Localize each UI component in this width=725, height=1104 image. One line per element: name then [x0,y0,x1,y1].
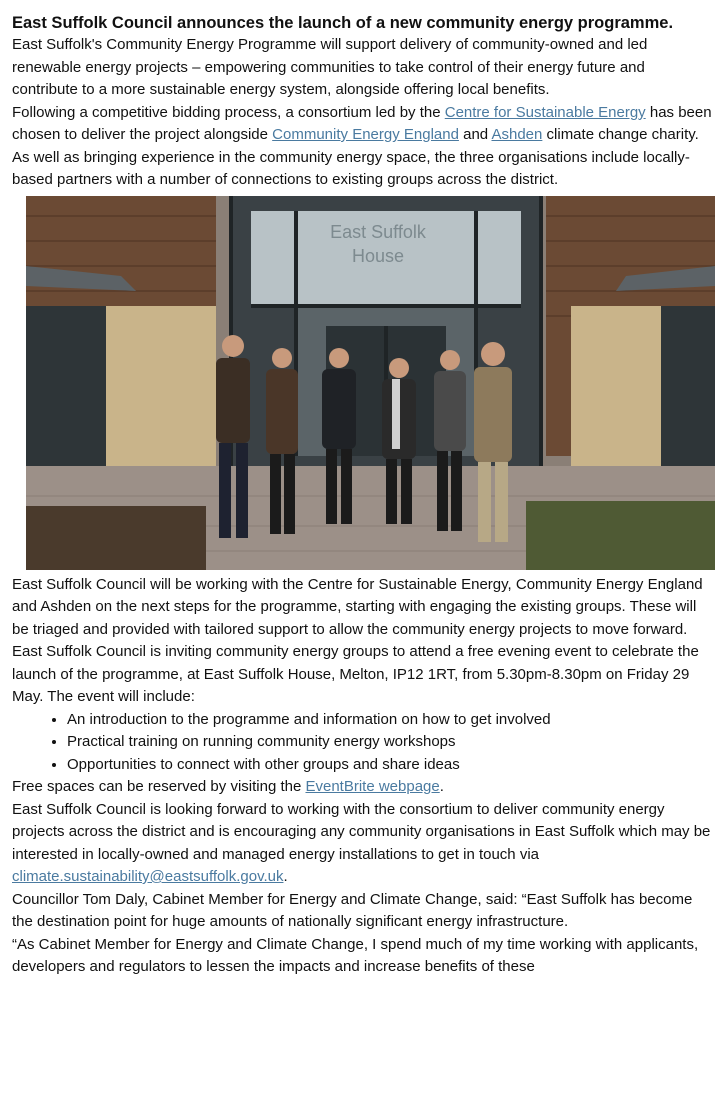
text-span: . [439,778,444,795]
text-span: Free spaces can be reserved by visiting the [12,778,306,795]
next-steps-paragraph: East Suffolk Council will be working with the Centre for Sustainable Energy, Community Energy England and Ashden on the next steps for the programme, starting with engaging the existing groups. These will be triaged and provided with tailored support to allow the community energy projects to move forward. [12,575,703,638]
building-sign-line1: East Suffolk [330,221,426,242]
cse-link[interactable]: Centre for Sustainable Energy [444,103,646,121]
cee-link[interactable]: Community Energy England [272,126,459,143]
document-page [0,12,725,1104]
text-span: and [458,126,492,143]
event-paragraph: East Suffolk Council is inviting community energy groups to attend a free evening event to celebrate the launch of the programme, at East Suffolk House, Melton, IP12 1RT, from 5.30pm-8.30pm on Friday 29 May. The event will include: [12,643,699,705]
text-span: . [283,868,288,885]
text-span: East Suffolk Council is looking forward to working with the consortium to deliver community energy projects across the district and is encouraging any community organisations in East Suffolk which may be interested in locally-owned and managed energy installations to get in touch via [12,800,711,863]
article-title: East Suffolk Council announces the launch of a new community energy programme. [12,14,674,32]
group-photo [26,196,715,570]
eventbrite-link[interactable]: EventBrite webpage [305,778,440,795]
text-span: climate change charity. [542,126,699,143]
consortium-paragraph [12,102,713,147]
ashden-link[interactable]: Ashden [491,126,543,143]
building-sign-line2: House [351,245,405,266]
quote-paragraph: Councillor Tom Daly, Cabinet Member for Energy and Climate Change, said: “East Suffolk has become the destination point for huge amounts of nationally significant energy infrastructure. [12,890,693,930]
quote-continued-paragraph: “As Cabinet Member for Energy and Climate Change, I spend much of my time working with applicants, developers and regulators to lessen the impacts and increase benefits of these [12,935,699,975]
list-item: • Opportunities to connect with other groups and share ideas [67,754,713,777]
intro-paragraph: East Suffolk's Community Energy Programme will support delivery of community-owned and led renewable energy projects – empowering communities to take control of their energy future and contribute to a more sustainable energy system, alongside offering local benefits. [12,36,648,98]
contact-paragraph [12,799,713,889]
email-link[interactable]: climate.sustainability@eastsuffolk.gov.uk [12,868,284,885]
event-bullet-list [12,709,713,777]
text-span: has been chosen to deliver the project alongside [12,103,712,143]
list-item: • An introduction to the programme and information on how to get involved [67,709,713,732]
partners-paragraph: As well as bringing experience in the community energy space, the three organisations include locally-based partners with a number of connections to existing groups across the district. [12,148,690,188]
reservation-paragraph [12,776,713,799]
list-item: • Practical training on running community energy workshops [67,731,713,754]
text-span: Following a competitive bidding process, a consortium led by the [12,103,445,121]
